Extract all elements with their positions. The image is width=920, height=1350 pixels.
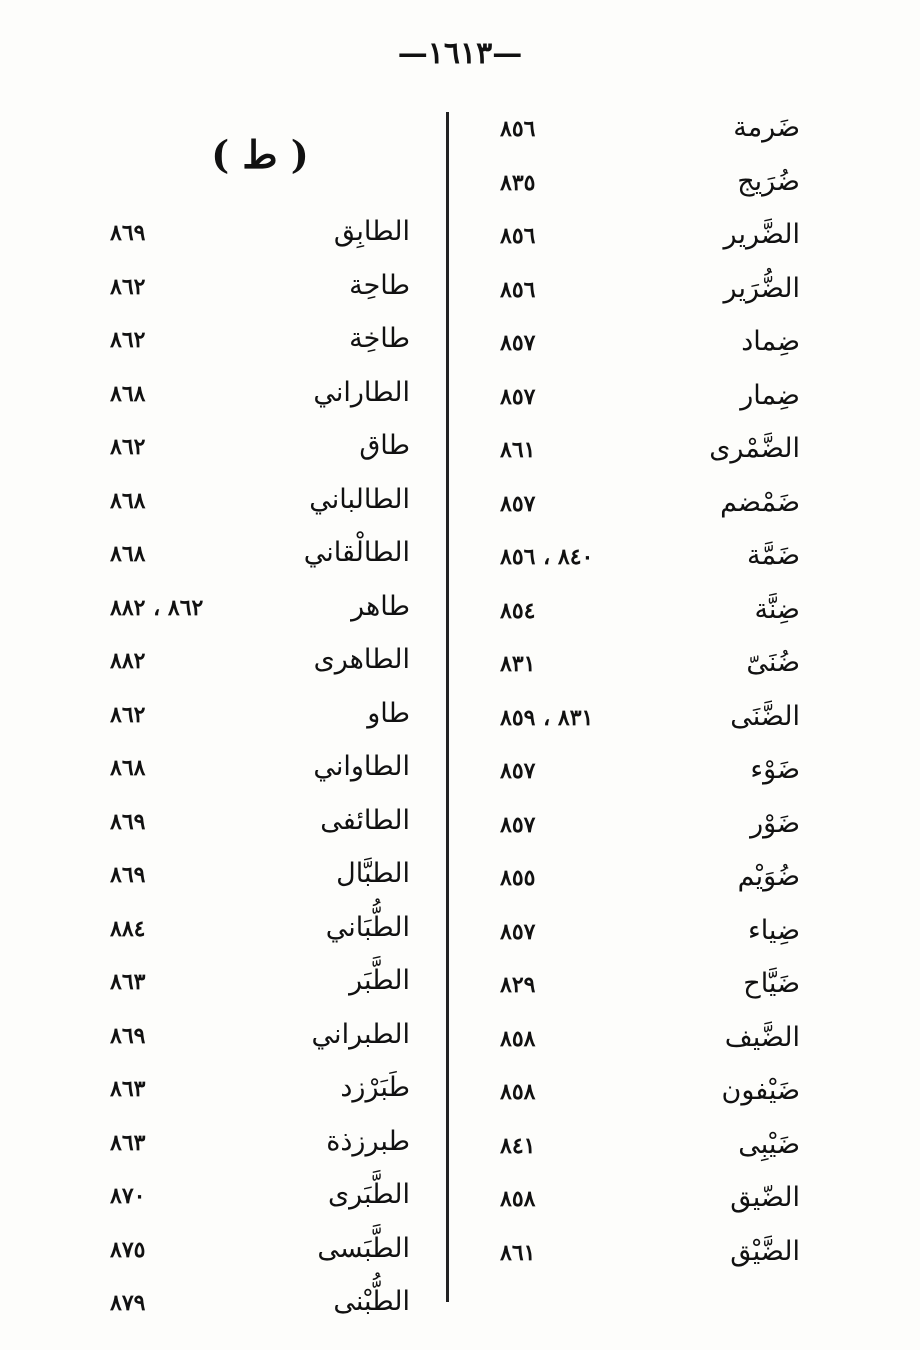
page-reference: ٨٤٠ ، ٨٥٦ [500, 544, 594, 570]
index-entry [90, 698, 410, 738]
index-term: الطَّبَر [349, 965, 410, 996]
index-term: طاهر [351, 590, 410, 622]
page-reference: ٨٥٤ [500, 597, 536, 624]
index-entry [480, 487, 800, 527]
index-entry [90, 805, 410, 845]
index-term: الضَّمْرى [709, 433, 800, 464]
page-number: —١٦١٣— [397, 36, 523, 71]
page-reference: ٨٦٢ [110, 701, 146, 728]
index-term: ضُرَيج [737, 165, 800, 197]
page-reference: ٨٦٨ [110, 755, 146, 781]
index-term: الضَّيف [724, 1021, 800, 1053]
index-term: طاحِة [349, 269, 410, 301]
index-term: ضَيْبِى [738, 1128, 800, 1160]
page-reference: ٨٥٨ [500, 1079, 536, 1105]
index-entry [480, 701, 800, 741]
index-term: طَبَرْزد [340, 1072, 410, 1103]
index-term: الطاواني [313, 751, 410, 782]
index-entry [90, 1072, 410, 1112]
page-reference: ٨٦٣ [110, 969, 146, 995]
index-entry [90, 751, 410, 791]
page-reference: ٨٦٨ [110, 487, 146, 514]
page-reference: ٨٣١ ، ٨٥٩ [500, 704, 594, 731]
index-term: طاق [359, 430, 410, 461]
page-reference: ٨٥٧ [500, 811, 536, 838]
page-reference: ٨٨٢ [110, 648, 146, 674]
index-term: ضَمَّة [746, 540, 800, 571]
index-entry [480, 1236, 800, 1276]
index-term: طاو [367, 697, 410, 729]
page-reference: ٨٥٧ [500, 490, 536, 517]
index-entry [480, 219, 800, 259]
index-entry [480, 647, 800, 687]
index-entry [90, 430, 410, 470]
index-term: ضَمْضم [720, 486, 800, 518]
index-term: الضَّرير [723, 219, 800, 250]
index-entry [480, 1022, 800, 1062]
page-reference: ٨٥٧ [500, 918, 536, 945]
index-entry [480, 754, 800, 794]
index-entry [90, 537, 410, 577]
index-term: ضَوْء [750, 754, 800, 785]
index-term: ضِمار [740, 379, 800, 411]
index-entry [90, 216, 410, 256]
page-reference: ٨٦٩ [110, 1022, 146, 1049]
index-entry [90, 1179, 410, 1219]
page-reference: ٨٦٢ [110, 434, 146, 460]
index-entry [480, 166, 800, 206]
index-entry [90, 1126, 410, 1166]
index-term: الطُّبْنى [333, 1286, 410, 1317]
index-entry [480, 1075, 800, 1115]
index-entry [90, 484, 410, 524]
page-reference: ٨٦٣ [110, 1076, 146, 1102]
page-reference: ٨٧٠ [110, 1183, 146, 1209]
page-reference: ٨٥٧ [500, 383, 536, 410]
index-term: الطاراني [313, 376, 410, 408]
index-entry [480, 915, 800, 955]
index-term: الطابِق [333, 216, 410, 247]
index-entry [480, 433, 800, 473]
index-term: الضُّرَير [723, 272, 800, 304]
index-entry [480, 861, 800, 901]
index-term: طاخِة [349, 323, 410, 354]
page-reference: ٨٥٧ [500, 330, 536, 356]
page-reference: ٨٦١ [500, 1239, 536, 1266]
index-entry [90, 858, 410, 898]
index-entry [480, 1182, 800, 1222]
page-reference: ٨٦٨ [110, 541, 146, 567]
page-reference: ٨٢٩ [500, 972, 536, 998]
index-entry [90, 1233, 410, 1273]
page-reference: ٨٤١ [500, 1132, 536, 1159]
page-reference: ٨٦٣ [110, 1129, 146, 1156]
page-reference: ٨٣٥ [500, 169, 536, 196]
index-entry [480, 594, 800, 634]
index-term: ضِماد [741, 326, 800, 357]
page-reference: ٨٦٢ [110, 273, 146, 300]
index-term: ضَرمة [733, 112, 800, 143]
page-reference: ٨٦٩ [110, 220, 146, 246]
index-entry [480, 380, 800, 420]
index-term: ضُوَيْم [737, 861, 800, 892]
page-reference: ٨٦١ [500, 437, 536, 463]
index-term: الضّيق [730, 1182, 800, 1213]
index-entry [480, 540, 800, 580]
index-entry [90, 591, 410, 631]
index-term: الضَّيْق [730, 1235, 800, 1267]
page-reference: ٨٥٦ [500, 276, 536, 303]
page-reference: ٨٣١ [500, 651, 536, 677]
index-entry [90, 323, 410, 363]
page-reference: ٨٦٢ ، ٨٨٢ [110, 594, 204, 621]
index-entry [480, 1129, 800, 1169]
index-entry [480, 112, 800, 152]
index-entry [480, 968, 800, 1008]
index-term: الضَّنَى [730, 700, 800, 732]
index-entry [90, 644, 410, 684]
index-term: الطبَّال [336, 858, 410, 889]
index-term: ضِنَّة [754, 593, 800, 625]
page-reference: ٨٦٢ [110, 327, 146, 353]
index-term: ضُنَىّ [746, 647, 800, 678]
index-entry [90, 377, 410, 417]
index-entry [90, 1019, 410, 1059]
index-entry [480, 808, 800, 848]
page-reference: ٨٥٨ [500, 1186, 536, 1212]
column-divider [446, 112, 449, 1302]
page-reference: ٨٦٩ [110, 862, 146, 888]
index-term: الطَّبَرى [327, 1179, 410, 1210]
index-term: الطالباني [309, 483, 410, 515]
index-term: طبرزذة [326, 1125, 410, 1157]
page-reference: ٨٧٩ [110, 1290, 146, 1316]
index-term: الطُّبَاني [325, 911, 410, 943]
index-entry [90, 1286, 410, 1326]
index-entry [90, 965, 410, 1005]
index-entry [480, 326, 800, 366]
index-term: الطَّبَسى [317, 1232, 410, 1264]
page-reference: ٨٥٦ [500, 116, 536, 142]
page-reference: ٨٦٩ [110, 808, 146, 835]
page-reference: ٨٥٨ [500, 1025, 536, 1052]
index-entry [90, 270, 410, 310]
index-entry [90, 912, 410, 952]
index-entry [480, 273, 800, 313]
index-term: ضَوْر [750, 807, 800, 839]
page-reference: ٨٨٤ [110, 915, 146, 942]
index-term: ضِياء [748, 914, 800, 946]
index-term: ضَيَّاح [743, 968, 800, 999]
section-heading: ( ط ) [211, 132, 309, 177]
index-term: الطاهرى [313, 644, 410, 675]
index-term: الطبراني [311, 1018, 410, 1050]
index-term: الطالْقاني [303, 537, 410, 568]
page-reference: ٨٥٧ [500, 758, 536, 784]
page-reference: ٨٦٨ [110, 380, 146, 407]
page-reference: ٨٧٥ [110, 1236, 146, 1263]
index-term: الطائفى [320, 804, 410, 836]
page-reference: ٨٥٥ [500, 865, 536, 891]
index-term: ضَيْفون [721, 1075, 800, 1106]
page-reference: ٨٥٦ [500, 223, 536, 249]
